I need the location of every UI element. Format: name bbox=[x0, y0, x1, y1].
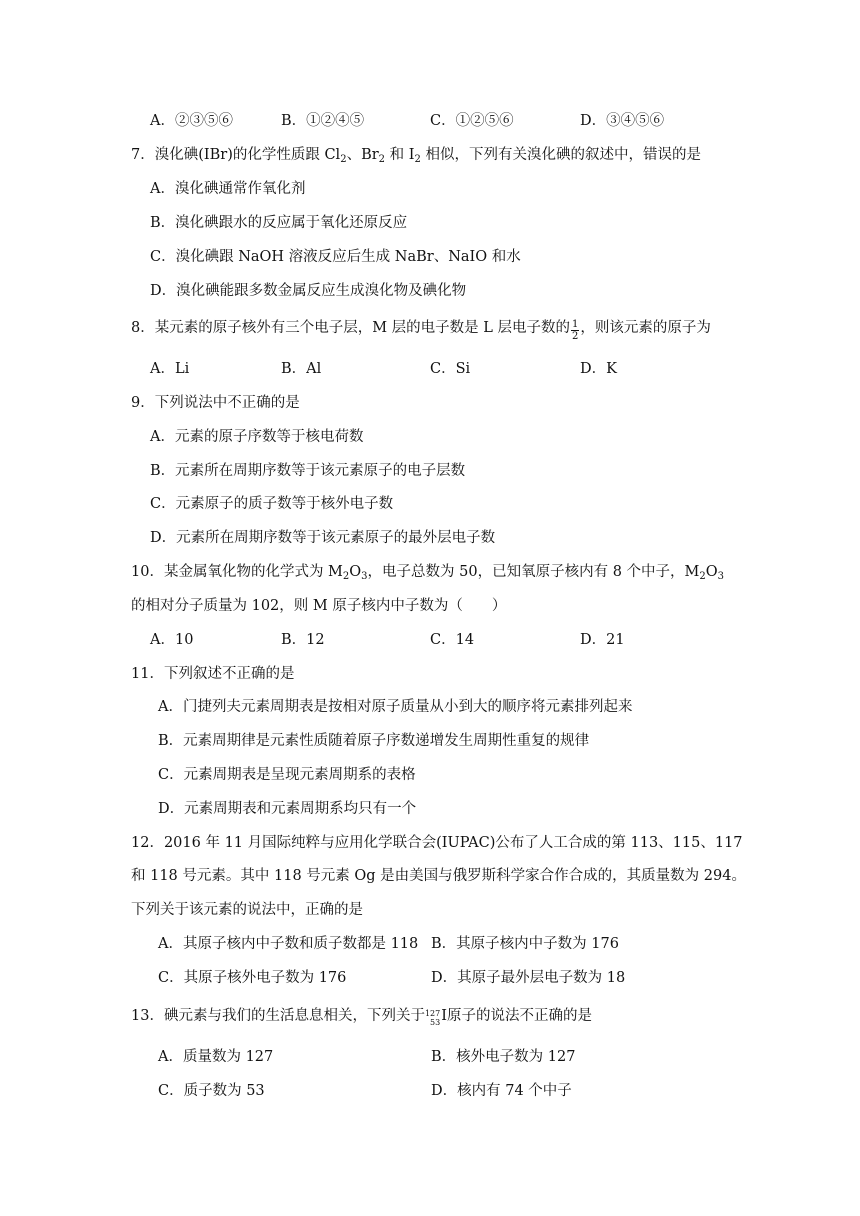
q8-option-c: C．Si bbox=[430, 361, 471, 377]
q13-option-b: B．核外电子数为 127 bbox=[431, 1049, 576, 1065]
q6-option-a: A．②③⑤⑥ bbox=[150, 113, 233, 129]
q6-option-b: B．①②④⑤ bbox=[281, 113, 365, 129]
q11-stem: 11．下列叙述不正确的是 bbox=[131, 666, 295, 682]
q12-option-a: A．其原子核内中子数和质子数都是 118 bbox=[158, 936, 419, 952]
q12-option-d: D．其原子最外层电子数为 18 bbox=[431, 970, 626, 986]
q10-stem-line1: 10．某金属氧化物的化学式为 $M_2O_3$，电子总数为 50，已知氧原子核内有 8 个中子，$M_2O_3$ bbox=[131, 564, 725, 582]
q12-option-c: C．其原子核外电子数为 176 bbox=[158, 970, 347, 986]
q7-option-c: C．溴化碘跟 NaOH 溶液反应后生成 NaBr、NaIO 和水 bbox=[150, 249, 521, 265]
q10-stem-line2: 的相对分子质量为 102，则 M 原子核内中子数为（ ） bbox=[131, 598, 507, 614]
q9-option-d: D．元素所在周期序数等于该元素原子的最外层电子数 bbox=[150, 530, 496, 546]
q9-option-b: B．元素所在周期序数等于该元素原子的电子层数 bbox=[150, 463, 466, 479]
q8-stem: 8．某元素的原子核外有三个电子层，M 层的电子数是 L 层电子数的 $\frac{1}{2}$ ，则该元素的原子为 bbox=[131, 319, 711, 342]
q11-option-b: B．元素周期律是元素性质随着原子序数递增发生周期性重复的规律 bbox=[158, 733, 590, 749]
q12-stem-line2: 和 118 号元素。其中 118 号元素 Og 是由美国与俄罗斯科学家合作合成的，其质量数为 294。 bbox=[131, 868, 746, 884]
q13-option-c: C．质子数为 53 bbox=[158, 1083, 265, 1099]
q12-option-b: B．其原子核内中子数为 176 bbox=[431, 936, 619, 952]
q13-stem: 13．碘元素与我们的生活息息相关，下列关于 127 53 I原子的说法不正确的是 bbox=[131, 1008, 592, 1027]
q10-option-c: C．14 bbox=[430, 632, 475, 648]
q7-option-a: A．溴化碘通常作氧化剂 bbox=[150, 181, 306, 197]
q10-option-d: D．21 bbox=[580, 632, 625, 648]
q8-option-a: A．Li bbox=[150, 361, 190, 377]
q7-stem: 7．溴化碘(IBr)的化学性质跟 $Cl_2$、$Br_2$ 和 $I_2$ 相似，下列有关溴化碘的叙述中，错误的是 bbox=[131, 147, 701, 165]
q6-option-c: C．①②⑤⑥ bbox=[430, 113, 514, 129]
isotope-notation: 127 53 bbox=[424, 1009, 441, 1027]
q7-option-d: D．溴化碘能跟多数金属反应生成溴化物及碘化物 bbox=[150, 283, 467, 299]
q7-option-b: B．溴化碘跟水的反应属于氧化还原反应 bbox=[150, 215, 408, 231]
q10-option-a: A．10 bbox=[150, 632, 194, 648]
q9-option-a: A．元素的原子序数等于核电荷数 bbox=[150, 429, 364, 445]
q11-option-c: C．元素周期表是呈现元素周期系的表格 bbox=[158, 767, 416, 783]
q8-option-d: D．K bbox=[580, 361, 617, 377]
q9-option-c: C．元素原子的质子数等于核外电子数 bbox=[150, 496, 394, 512]
q11-option-a: A．门捷列夫元素周期表是按相对原子质量从小到大的顺序将元素排列起来 bbox=[158, 699, 633, 715]
q12-stem-line3: 下列关于该元素的说法中，正确的是 bbox=[131, 902, 363, 918]
q6-option-d: D．③④⑤⑥ bbox=[580, 113, 665, 129]
q13-option-a: A．质量数为 127 bbox=[158, 1049, 274, 1065]
q10-option-b: B．12 bbox=[281, 632, 325, 648]
q11-option-d: D．元素周期表和元素周期系均只有一个 bbox=[158, 801, 417, 817]
fraction-one-half: $\frac{1}{2}$ bbox=[572, 319, 579, 342]
q8-option-b: B．Al bbox=[281, 361, 322, 377]
q9-stem: 9．下列说法中不正确的是 bbox=[131, 395, 300, 411]
q12-stem-line1: 12．2016 年 11 月国际纯粹与应用化学联合会(IUPAC)公布了人工合成的第 113、115、117 bbox=[131, 835, 743, 851]
q13-option-d: D．核内有 74 个中子 bbox=[431, 1083, 572, 1099]
